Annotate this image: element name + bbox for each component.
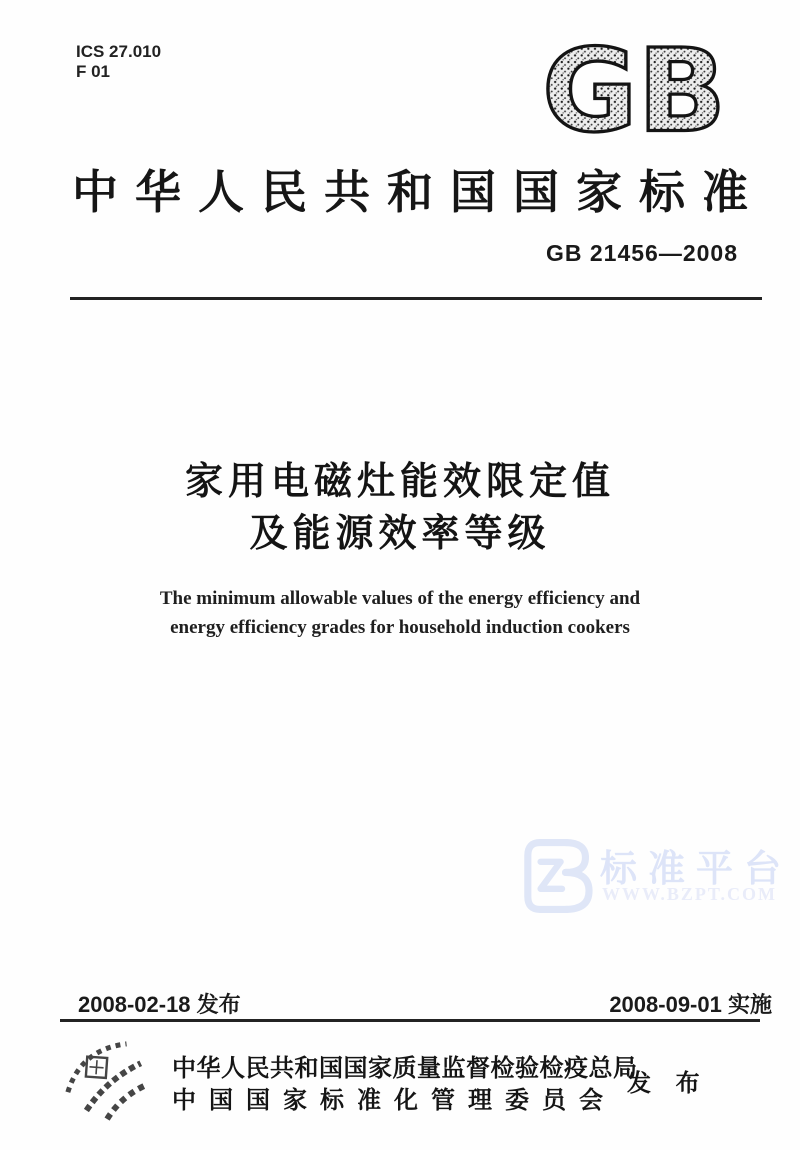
document-title-en bbox=[0, 584, 800, 642]
document-title-cn-line1: 家用电磁灶能效限定值 bbox=[184, 461, 615, 503]
implement-date: 2008-09-01 bbox=[609, 992, 722, 1017]
watermark-site-name: 标准平台 bbox=[600, 848, 792, 889]
watermark-site-url: WWW.BZPT.COM bbox=[602, 884, 778, 904]
standard-name-heading: 中华人民共和国国家标准 bbox=[72, 167, 765, 218]
implement-date-row bbox=[609, 988, 772, 1019]
ics-code: ICS 27.010 bbox=[76, 42, 162, 61]
document-title-cn-line2: 及能源效率等级 bbox=[249, 513, 551, 555]
publisher-line2: 中国国家标准化管理委员会 bbox=[172, 1087, 616, 1114]
issue-date: 2008-02-18 bbox=[78, 992, 191, 1017]
publisher-seal-stamp bbox=[40, 1012, 190, 1150]
document-title-en-line2: energy efficiency grades for household induction cookers bbox=[170, 617, 630, 638]
issue-date-row bbox=[78, 988, 241, 1019]
issue-label: 发布 bbox=[196, 992, 241, 1017]
bzpt-watermark bbox=[520, 834, 792, 924]
publisher-release-label: 发 布 bbox=[627, 1070, 709, 1097]
bzpt-logo-icon bbox=[520, 836, 594, 916]
document-title-en-line1: The minimum allowable values of the energy efficiency and bbox=[159, 588, 641, 609]
implement-label: 实施 bbox=[727, 992, 772, 1017]
standard-number: GB 21456—2008 bbox=[545, 240, 738, 266]
top-divider-rule bbox=[70, 297, 762, 300]
bottom-divider-rule bbox=[60, 1019, 760, 1022]
classification-codes bbox=[76, 42, 161, 82]
gb-standard-logo-icon bbox=[540, 34, 730, 144]
gb-emblem-letters: GB bbox=[542, 34, 727, 144]
publisher-line1: 中华人民共和国国家质量监督检验检疫总局 bbox=[172, 1055, 638, 1082]
doc-class-code: F 01 bbox=[76, 62, 111, 81]
document-title-cn bbox=[0, 456, 800, 560]
